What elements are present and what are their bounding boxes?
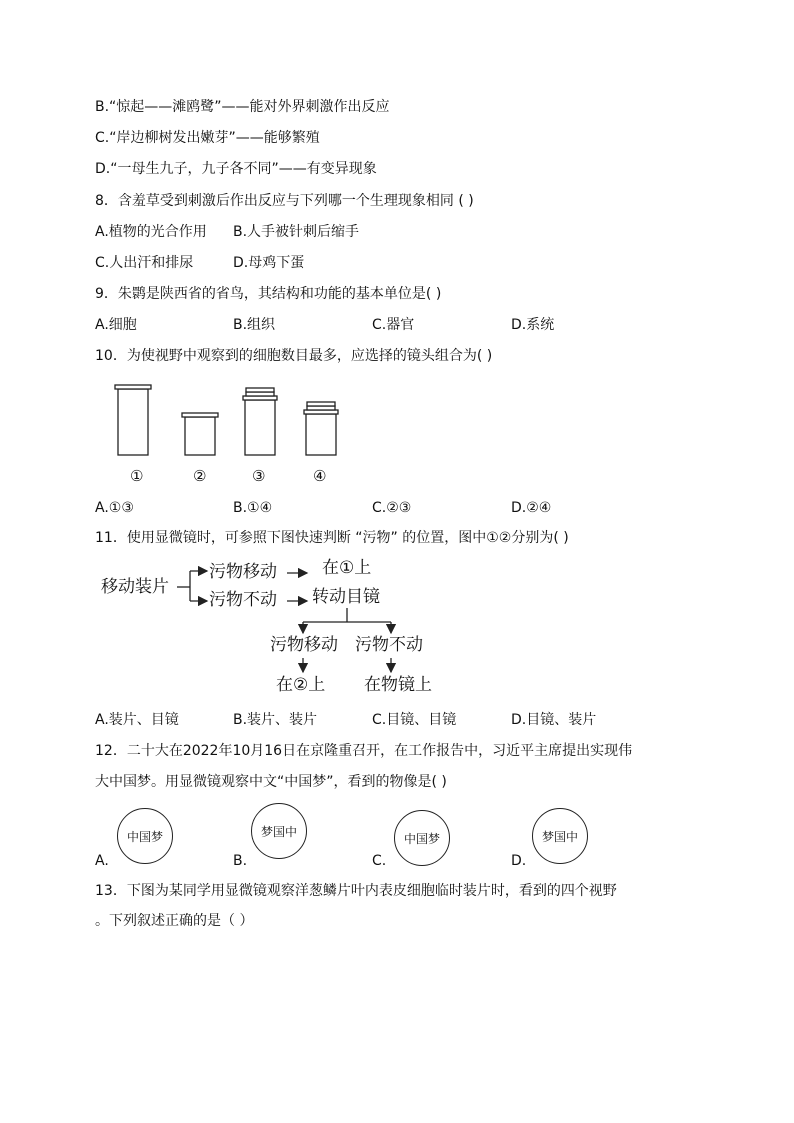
q13-stem-line1: 13．下图为某同学用显微镜观察洋葱鳞片叶内表皮细胞临时装片时，看到的四个视野: [95, 883, 617, 899]
q7-option-d: D.“一母生九子，九子各不同”——有变异现象: [95, 161, 377, 177]
q9-option-a: A.细胞: [95, 317, 137, 333]
option-c-view: [394, 810, 450, 866]
flow-dirt-static-1: 污物不动: [209, 590, 277, 610]
lens-label-3: ③: [252, 467, 266, 485]
option-d-view-text: 梦国中: [541, 829, 578, 844]
option-b-view: [251, 803, 307, 859]
q10-option-a: A.①③: [95, 500, 134, 516]
q9-option-b: B.组织: [233, 317, 276, 333]
flow-on-objective: 在物镜上: [364, 675, 432, 695]
q11-option-d: D.目镜、装片: [511, 712, 597, 728]
lens-label-1: ①: [130, 467, 144, 485]
q13-stem-line2: 。下列叙述正确的是（ ）: [95, 913, 254, 929]
q10-option-c: C.②③: [372, 500, 412, 516]
option-a-view-text: 中国梦: [126, 829, 163, 844]
lens-label-4: ④: [313, 467, 327, 485]
option-c-view-text: 中国梦: [403, 831, 440, 846]
q8-option-c: C.人出汗和排尿: [95, 255, 194, 271]
q8-stem: 8．含羞草受到刺激后作出反应与下列哪一个生理现象相同 ( ): [95, 193, 474, 209]
option-b-view-text: 梦国中: [260, 824, 297, 839]
q11-option-a: A.装片、目镜: [95, 712, 179, 728]
q9-stem: 9．朱鹮是陕西省的省鸟，其结构和功能的基本单位是( ): [95, 286, 442, 302]
q8-option-a: A.植物的光合作用: [95, 224, 207, 240]
q12-option-b: B.: [233, 853, 248, 869]
lens-label-2: ②: [193, 467, 207, 485]
q8-option-b: B.人手被针刺后缩手: [233, 224, 360, 240]
flow-dirt-static-2: 污物不动: [355, 635, 423, 655]
flow-on-2: 在②上: [276, 675, 326, 695]
flow-dirt-moves-1: 污物移动: [209, 562, 277, 582]
q12-option-a: A.: [95, 853, 109, 869]
flow-rotate-eyepiece: 转动目镜: [312, 587, 380, 607]
q11-stem: 11．使用显微镜时，可参照下图快速判断 “污物” 的位置，图中①②分别为( ): [95, 530, 569, 546]
q12-option-c: C.: [372, 853, 387, 869]
q12-stem-line2: 大中国梦。用显微镜观察中文“中国梦”，看到的物像是( ): [95, 774, 447, 790]
q10-option-d: D.②④: [511, 500, 552, 516]
flow-move-slide: 移动装片: [101, 577, 169, 597]
q7-option-c: C.“岸边柳树发出嫩芽”——能够繁殖: [95, 130, 320, 146]
q10-option-b: B.①④: [233, 500, 273, 516]
option-d-view: [532, 808, 588, 864]
q8-option-d: D.母鸡下蛋: [233, 255, 305, 271]
q9-option-c: C.器官: [372, 317, 415, 333]
q12-stem-line1: 12．二十大在2022年10月16日在京隆重召开，在工作报告中，习近平主席提出实现伟: [95, 743, 633, 759]
q11-option-c: C.目镜、目镜: [372, 712, 457, 728]
option-a-view: [117, 808, 173, 864]
flow-on-1: 在①上: [322, 558, 372, 578]
q11-option-b: B.装片、装片: [233, 712, 318, 728]
q7-option-b: B.“惊起——滩鸥鹭”——能对外界刺激作出反应: [95, 99, 390, 115]
q12-option-d: D.: [511, 853, 527, 869]
flow-dirt-moves-2: 污物移动: [270, 635, 338, 655]
q9-option-d: D.系统: [511, 317, 555, 333]
q10-stem: 10．为使视野中观察到的细胞数目最多，应选择的镜头组合为( ): [95, 348, 493, 364]
